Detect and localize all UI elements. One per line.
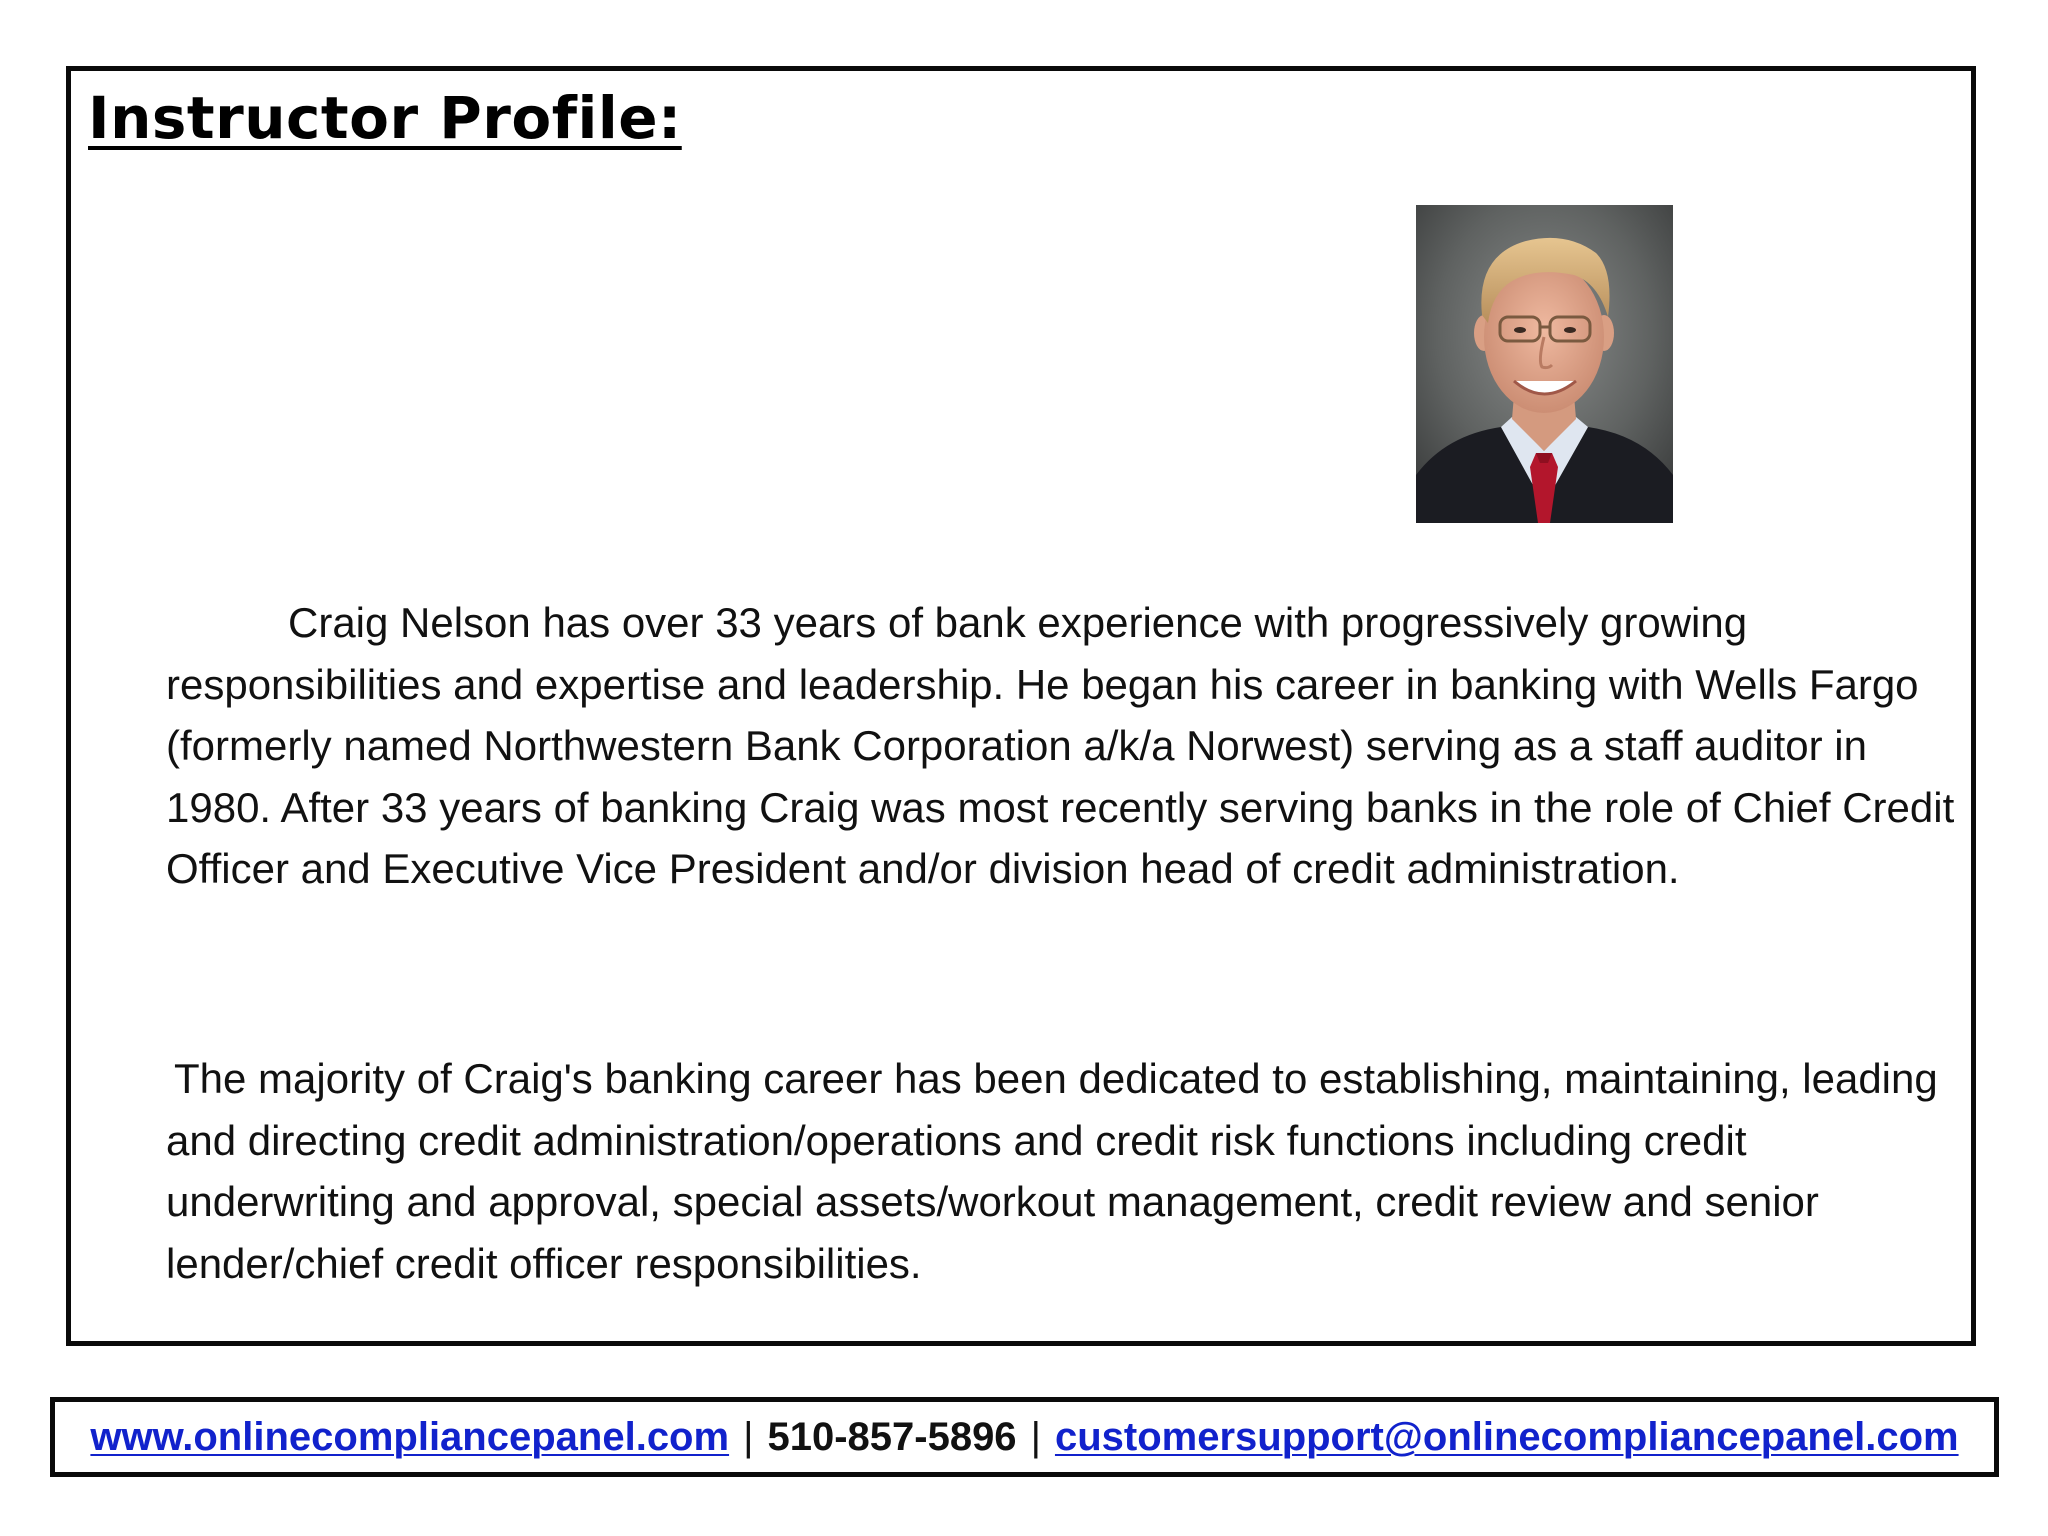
contact-footer	[50, 1397, 1999, 1477]
bio-paragraph-2: The majority of Craig's banking career has been dedicated to establishing, maintaining, leading and directing credit administration/operations and credit risk functions including credit underwriting and approval, special assets/workout management, credit review and senior lender/chief credit officer responsibilities.	[166, 1055, 1938, 1287]
website-link[interactable]: www.onlinecompliancepanel.com	[90, 1414, 730, 1459]
page-title: Instructor Profile:	[88, 84, 682, 152]
footer-separator: |	[743, 1414, 754, 1459]
phone-number: 510-857-5896	[767, 1414, 1017, 1459]
footer-separator: |	[1030, 1414, 1041, 1459]
email-link[interactable]: customersupport@onlinecompliancepanel.com	[1054, 1414, 1959, 1459]
instructor-portrait	[1416, 205, 1673, 523]
bio-paragraph-1: Craig Nelson has over 33 years of bank experience with progressively growing responsibilities and expertise and leadership. He began his career in banking with Wells Fargo (formerly named Northwestern Bank Corporation a/k/a Norwest) serving as a staff auditor in 1980. After 33 years of banking Craig was most recently serving banks in the role of Chief Credit Officer and Executive Vice President and/or division head of credit administration.	[166, 599, 1955, 893]
